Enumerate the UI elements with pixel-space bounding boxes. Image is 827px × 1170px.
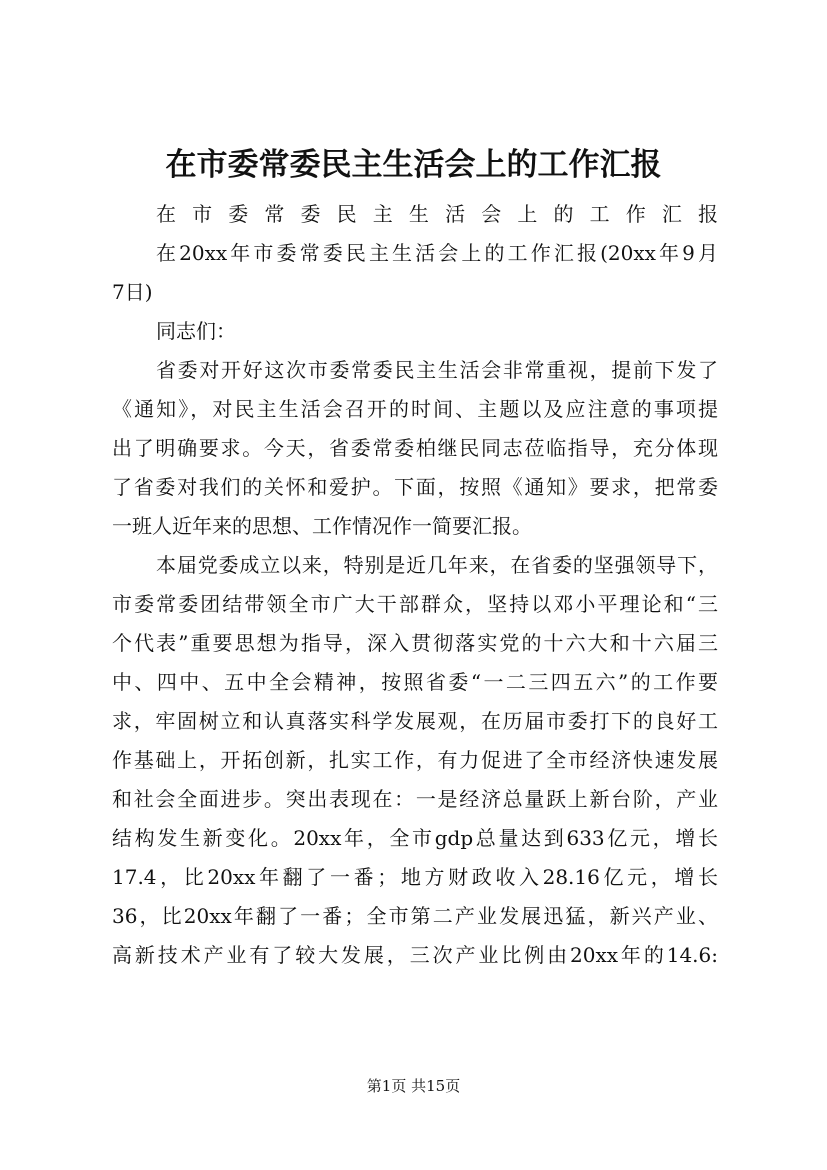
text-line: 市委常委团结带领全市广大干部群众，坚持以邓小平理论和“三: [112, 592, 718, 616]
text-line: 个代表”重要思想为指导，深入贯彻落实党的十六大和十六届三: [112, 631, 718, 655]
text-line: 出了明确要求。今天，省委常委柏继民同志莅临指导，充分体现: [112, 436, 718, 460]
text-line: 7日): [112, 280, 153, 304]
document-title: 在市委常委民主生活会上的工作汇报: [165, 147, 662, 183]
text-line: 在20xx年市委常委民主生活会上的工作汇报(20xx年9月: [156, 241, 718, 265]
text-line: 高新技术产业有了较大发展，三次产业比例由20xx年的14.6:: [112, 943, 718, 967]
text-line: 《通知》，对民主生活会召开的时间、主题以及应注意的事项提: [112, 397, 718, 421]
text-line: 和社会全面进步。突出表现在：一是经济总量跃上新台阶，产业: [112, 787, 718, 811]
text-line: 17.4，比20xx年翻了一番；地方财政收入28.16亿元，增长: [112, 865, 718, 889]
text-line: 作基础上，开拓创新，扎实工作，有力促进了全市经济快速发展: [112, 748, 718, 772]
text-line-subtitle: 在市委常委民主生活会上的工作汇报: [156, 202, 718, 226]
text-line: 结构发生新变化。20xx年，全市gdp总量达到633亿元，增长: [112, 826, 718, 850]
text-line: 省委对开好这次市委常委民主生活会非常重视，提前下发了: [156, 358, 718, 382]
text-line: 中、四中、五中全会精神，按照省委“一二三四五六”的工作要: [112, 670, 718, 694]
text-line: 本届党委成立以来，特别是近几年来，在省委的坚强领导下，: [156, 553, 718, 577]
page-footer: 第1页 共15页: [366, 1077, 461, 1095]
text-line: 一班人近年来的思想、工作情况作一简要汇报。: [112, 514, 532, 538]
document-body: [112, 195, 718, 975]
text-line: 36，比20xx年翻了一番；全市第二产业发展迅猛，新兴产业、: [112, 904, 718, 928]
text-line-salutation: 同志们：: [156, 319, 236, 343]
text-line: 了省委对我们的关怀和爱护。下面，按照《通知》要求，把常委: [112, 475, 718, 499]
text-line: 求，牢固树立和认真落实科学发展观，在历届市委打下的良好工: [112, 709, 718, 733]
